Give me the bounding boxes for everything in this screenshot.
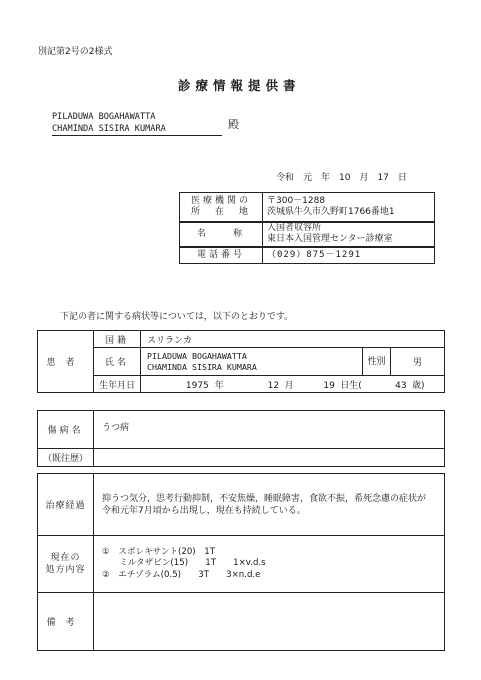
past-history-value [94, 449, 445, 467]
institution-name-label: 名 称 [180, 222, 263, 247]
treatment-label: 治療経過 [38, 474, 94, 536]
dob-day-unit: 日生( [340, 380, 362, 391]
dob-label: 生年月日 [94, 376, 141, 393]
institution-postal: 〒300－1288 [267, 195, 326, 206]
institution-name-label-1: 医療機関の [190, 195, 251, 206]
institution-table [179, 192, 435, 264]
dob-year-unit: 年 [214, 380, 224, 391]
dob-day: 19 [323, 380, 335, 391]
patient-name-label: 氏名 [94, 348, 141, 376]
institution-name-line-2: 東日本入国管理センター診療室 [267, 234, 393, 244]
phone-number: （029）875－1291 [263, 247, 435, 264]
form-code: 別記第2号の2様式 [38, 47, 113, 57]
institution-address-label-2: 所 在 地 [190, 206, 251, 217]
remarks-label: 備考 [38, 593, 94, 651]
treatment-line-2: 令和元年7月頃から出現し，現在も持続している。 [102, 505, 306, 516]
sex-label: 性別 [363, 348, 391, 376]
treatment-line-1: 抑うつ気分，思考行動抑制，不安焦燥，睡眠障害，食欲不振，希死念慮の症状が [102, 493, 427, 504]
medical-table [37, 410, 445, 651]
issue-date: 令和 元 年 10 月 17 日 [276, 173, 407, 183]
diagnosis-label: 傷病名 [38, 411, 94, 449]
institution-address [263, 193, 435, 222]
prescription-line-3: ② エチゾラム(0.5) 3T 3×n.d.e [102, 569, 261, 580]
intro-text: 下記の者に関する病状等については，以下のとおりです。 [60, 312, 294, 322]
institution-name [263, 222, 435, 247]
prescription-label [38, 536, 94, 593]
dob-month: 12 [267, 380, 280, 391]
prescription-value [94, 536, 445, 593]
patient-table [37, 330, 445, 393]
dob-value [141, 376, 445, 393]
patient-name-line-1: PILADUWA BOGAHAWATTA [147, 350, 247, 361]
dob-year: 1975 [185, 380, 209, 391]
past-history-label: （既往歴） [38, 449, 94, 467]
nationality-label: 国籍 [94, 331, 141, 348]
diagnosis-value: うつ病 [94, 411, 445, 449]
institution-address-text: 茨城県牛久市久野町1766番地1 [267, 206, 395, 217]
prescription-line-1: ① スボレキサント(20) 1T [102, 546, 215, 557]
prescription-line-2: ミルタザピン(15) 1T 1×v.d.s [102, 558, 266, 569]
institution-address-label [180, 193, 263, 222]
patient-name-line-2: CHAMINDA SISIRA KUMARA [147, 361, 257, 372]
patient-section-label: 患者 [38, 331, 94, 393]
addressee-line-1: PILADUWA BOGAHAWATTA [52, 112, 156, 122]
dob-month-unit: 月 [284, 380, 294, 391]
patient-name [141, 348, 363, 376]
nationality-value: スリランカ [141, 331, 445, 348]
age-value: 43 [395, 380, 407, 391]
honorific: 殿 [228, 118, 239, 131]
institution-name-line-1: 入国者収容所 [267, 223, 322, 233]
addressee-line-2: CHAMINDA SISIRA KUMARA [52, 123, 166, 134]
addressee-block [52, 112, 222, 136]
document-title: 診療情報提供書 [178, 78, 301, 93]
treatment-value [94, 474, 445, 536]
remarks-value [94, 593, 445, 651]
prescription-label-2: 処方内容 [45, 565, 86, 575]
age-unit: 歳) [412, 380, 425, 391]
sex-value: 男 [391, 348, 445, 376]
prescription-label-1: 現在の [50, 553, 81, 563]
phone-label: 電話番号 [180, 247, 263, 264]
